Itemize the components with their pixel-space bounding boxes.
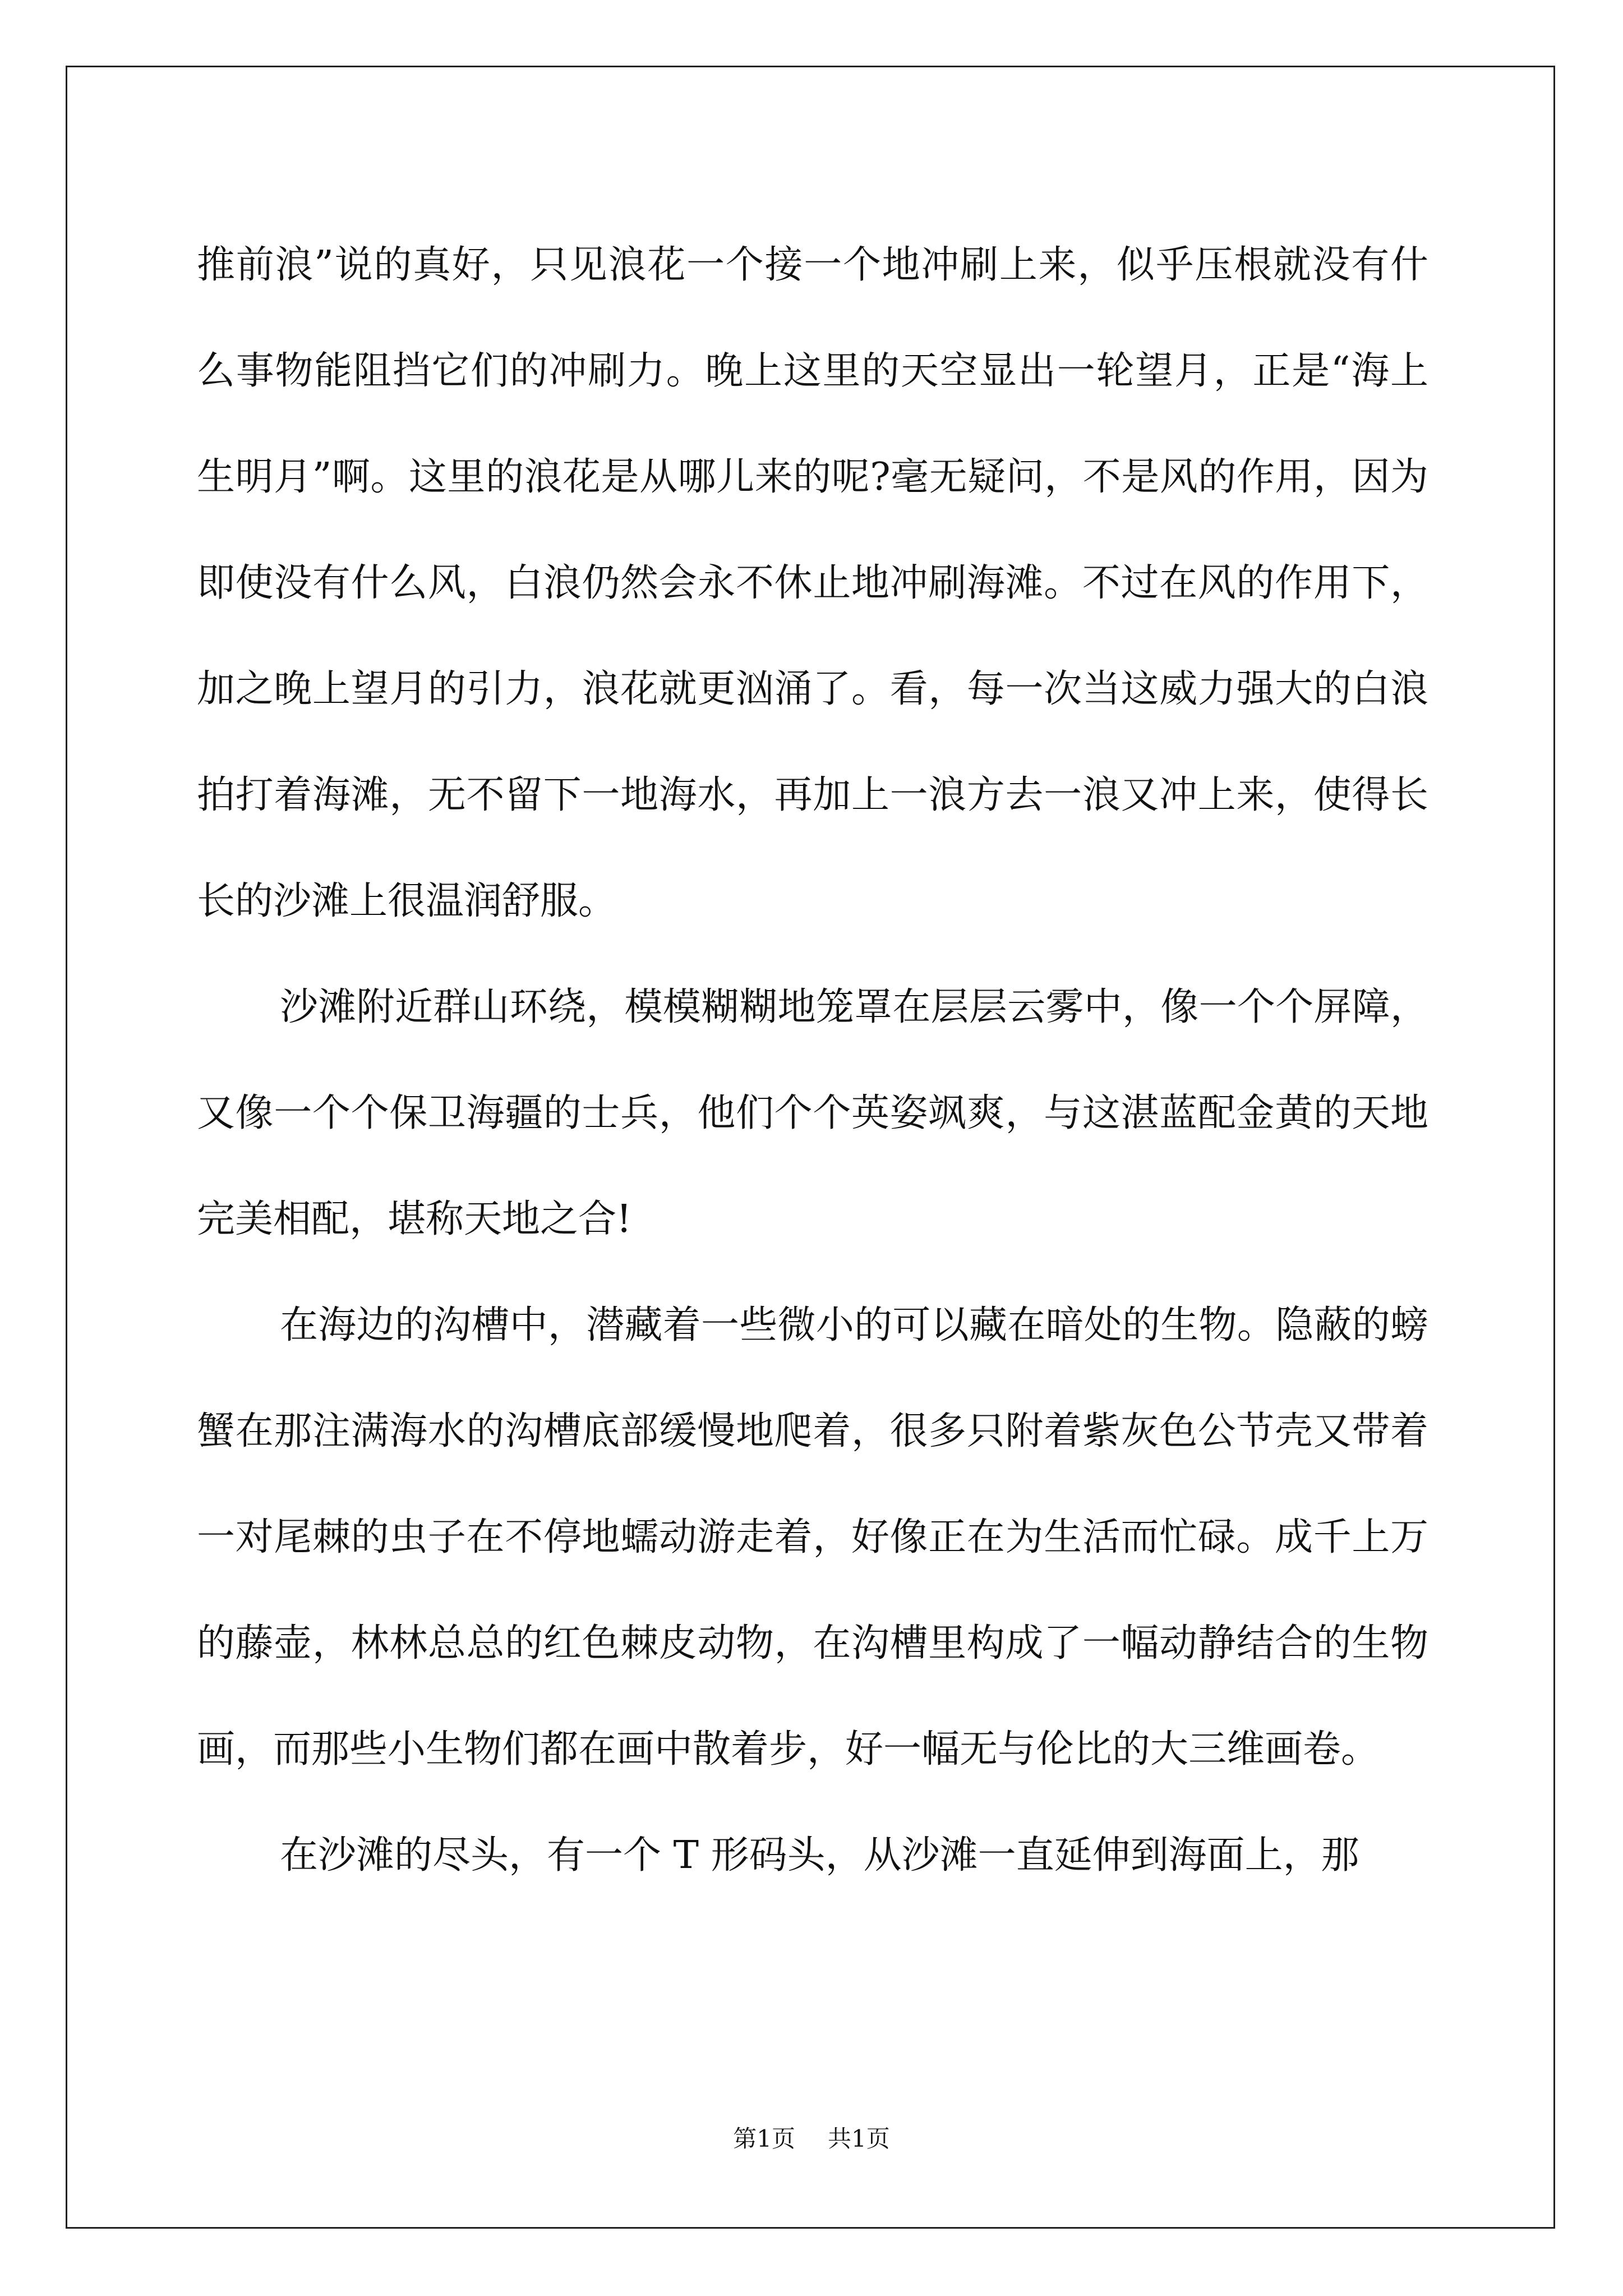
paragraph-3: 在海边的沟槽中，潜藏着一些微小的可以藏在暗处的生物。隐蔽的螃蟹在那注满海水的沟槽底部缓慢地爬着，很多只附着紫灰色公节壳又带着一对尾棘的虫子在不停地蠕动游走着，好像正在为生活而忙碌。成千上万的藤壶，林林总总的红色棘皮动物，在沟槽里构成了一幅动静结合的生物画，而那些小生物们都在画中散着步，好一幅无与伦比的大三维画卷。 xyxy=(197,1303,1428,1772)
paragraph-2: 沙滩附近群山环绕，模模糊糊地笼罩在层层云雾中，像一个个屏障，又像一个个保卫海疆的士兵，他们个个英姿飒爽，与这湛蓝配金黄的天地完美相配，堪称天地之合! xyxy=(197,985,1428,1241)
page-total: 共1页 xyxy=(828,2125,890,2152)
paragraph-4: 在沙滩的尽头，有一个 T 形码头，从沙滩一直延伸到海面上，那 xyxy=(280,1833,1359,1878)
document-body xyxy=(197,212,1428,1908)
page-footer xyxy=(0,2122,1623,2156)
paragraph-1: 推前浪”说的真好，只见浪花一个接一个地冲刷上来，似乎压根就没有什么事物能阻挡它们的冲刷力。晚上这里的天空显出一轮望月，正是“海上生明月”啊。这里的浪花是从哪儿来的呢?毫无疑问，不是风的作用，因为即使没有什么风，白浪仍然会永不休止地冲刷海滩。不过在风的作用下，加之晚上望月的引力，浪花就更汹涌了。看，每一次当这威力强大的白浪拍打着海滩，无不留下一地海水，再加上一浪方去一浪又冲上来，使得长长的沙滩上很温润舒服。 xyxy=(197,243,1428,923)
page-number: 第1页 xyxy=(733,2125,795,2152)
